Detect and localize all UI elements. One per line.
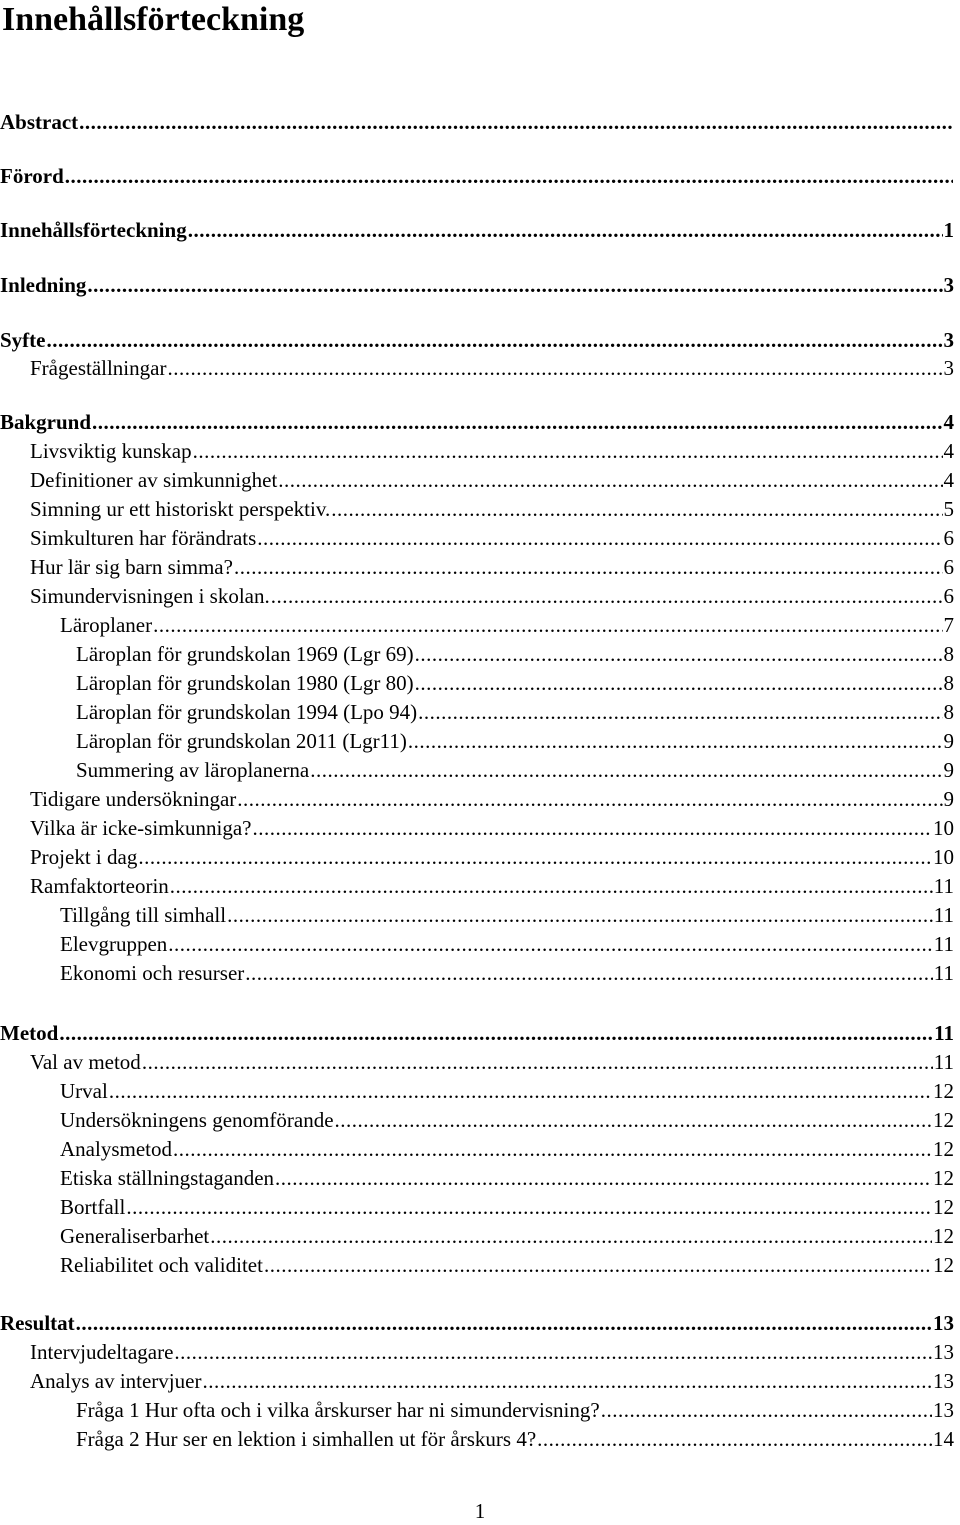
toc-dot-leader [335, 1106, 932, 1134]
toc-entry-title: Summering av läroplanerna [76, 758, 310, 782]
toc-dot-leader [408, 727, 943, 755]
toc-entry-title: Vilka är icke-simkunniga? [30, 816, 252, 840]
toc-entry[interactable] [30, 785, 954, 813]
toc-entry[interactable] [0, 162, 954, 190]
toc-entry[interactable] [30, 437, 954, 465]
toc-entry-title: Simkulturen har förändrats [30, 526, 257, 550]
toc-entry[interactable] [60, 959, 954, 987]
toc-entry-page: 9 [943, 758, 954, 782]
toc-dot-leader [415, 640, 943, 668]
toc-entry-page: 7 [943, 613, 954, 637]
toc-dot-leader [227, 901, 933, 929]
toc-entry[interactable] [30, 843, 954, 871]
toc-dot-leader [170, 872, 933, 900]
toc-entry[interactable] [76, 669, 954, 697]
toc-dot-leader [87, 271, 942, 299]
toc-entry-title: Etiska ställningstaganden [60, 1166, 275, 1190]
toc-dot-leader [59, 1019, 933, 1047]
toc-entry-page: 10 [933, 845, 954, 869]
toc-entry-title: Bortfall [60, 1195, 126, 1219]
toc-entry[interactable] [60, 1193, 954, 1221]
toc-entry-title: Definitioner av simkunnighet [30, 468, 278, 492]
toc-entry[interactable] [76, 727, 954, 755]
toc-entry-page: 12 [933, 1166, 954, 1190]
toc-dot-leader [253, 814, 933, 842]
toc-entry-page: 5 [943, 497, 954, 521]
toc-dot-leader [275, 1164, 932, 1192]
toc-entry-page: 4 [943, 439, 954, 463]
toc-dot-leader [418, 698, 942, 726]
toc-entry[interactable] [76, 698, 954, 726]
toc-entry[interactable] [60, 1135, 954, 1163]
toc-entry-title: Intervjudeltagare [30, 1340, 174, 1364]
toc-entry[interactable] [76, 756, 954, 784]
toc-dot-leader [257, 524, 942, 552]
toc-entry[interactable] [30, 524, 954, 552]
toc-entry-page: 11 [933, 932, 954, 956]
toc-entry[interactable] [30, 814, 954, 842]
toc-entry-title: Livsviktig kunskap [30, 439, 192, 463]
toc-dot-leader [415, 669, 943, 697]
toc-entry-page: 12 [933, 1137, 954, 1161]
toc-dot-leader [47, 326, 943, 354]
toc-entry-title: Läroplan för grundskolan 1980 (Lgr 80) [76, 671, 414, 695]
toc-entry-title: Resultat [0, 1311, 75, 1335]
toc-dot-leader [76, 1309, 932, 1337]
toc-entry-title: Bakgrund [0, 410, 92, 434]
toc-entry-title: Läroplan för grundskolan 1994 (Lpo 94) [76, 700, 418, 724]
toc-dot-leader [109, 1077, 932, 1105]
toc-entry-title: Urval [60, 1079, 108, 1103]
page-title: Innehållsförteckning [2, 1, 305, 38]
toc-entry[interactable] [30, 495, 954, 523]
toc-dot-leader [331, 495, 942, 523]
toc-dot-leader [202, 1367, 932, 1395]
toc-entry-page: 3 [943, 356, 954, 380]
toc-entry-title: Elevgruppen [60, 932, 168, 956]
toc-entry-page: 13 [933, 1369, 954, 1393]
toc-entry[interactable] [30, 1338, 954, 1366]
toc-dot-leader [92, 408, 942, 436]
toc-entry-title: Läroplan för grundskolan 2011 (Lgr11) [76, 729, 407, 753]
toc-entry[interactable] [30, 1367, 954, 1395]
toc-entry-title: Ramfaktorteorin [30, 874, 169, 898]
toc-entry-title: Inledning [0, 273, 87, 297]
toc-entry[interactable] [60, 1222, 954, 1250]
toc-entry-title: Abstract [0, 110, 79, 134]
toc-entry-title: Analysmetod [60, 1137, 172, 1161]
toc-entry-title: Fråga 2 Hur ser en lektion i simhallen ut för årskurs 4? [76, 1427, 537, 1451]
toc-entry-page: 4 [943, 468, 954, 492]
toc-entry-title: Fråga 1 Hur ofta och i vilka årskurser har ni simundervisning? [76, 1398, 600, 1422]
toc-entry-title: Undersökningens genomförande [60, 1108, 334, 1132]
toc-entry[interactable] [60, 611, 954, 639]
toc-dot-leader [537, 1425, 932, 1453]
toc-entry[interactable] [76, 640, 954, 668]
toc-entry-title: Innehållsförteckning [0, 218, 187, 242]
toc-entry[interactable] [0, 408, 954, 436]
toc-entry-page: 13 [933, 1398, 954, 1422]
page-number: 1 [474, 1499, 486, 1523]
toc-entry[interactable] [30, 354, 954, 382]
toc-dot-leader [237, 785, 942, 813]
toc-dot-leader [264, 1251, 932, 1279]
toc-entry-title: Simning ur ett historiskt perspektiv. [30, 497, 331, 521]
toc-entry-page: 11 [933, 874, 954, 898]
toc-entry[interactable] [60, 1251, 954, 1279]
toc-entry-page: 12 [933, 1079, 954, 1103]
toc-entry[interactable] [0, 1309, 954, 1337]
toc-entry[interactable] [0, 108, 954, 136]
toc-entry[interactable] [0, 1019, 954, 1047]
toc-entry-page: 9 [943, 729, 954, 753]
toc-entry-title: Läroplaner [60, 613, 153, 637]
toc-dot-leader [188, 216, 943, 244]
toc-entry[interactable] [60, 930, 954, 958]
toc-dot-leader [310, 756, 942, 784]
toc-entry-page: 8 [943, 671, 954, 695]
toc-entry-title: Metod [0, 1021, 59, 1045]
toc-entry[interactable] [60, 1106, 954, 1134]
toc-entry-page: 12 [933, 1224, 954, 1248]
toc-entry-page: 8 [943, 642, 954, 666]
toc-dot-leader [278, 466, 942, 494]
toc-entry-title: Reliabilitet och validitet [60, 1253, 263, 1277]
toc-entry-title: Ekonomi och resurser [60, 961, 245, 985]
toc-entry[interactable] [30, 582, 954, 610]
toc-entry-page: 14 [933, 1427, 954, 1451]
toc-entry-page: 3 [943, 328, 954, 352]
toc-entry-title: Syfte [0, 328, 46, 352]
toc-entry-page: 10 [933, 816, 954, 840]
toc-dot-leader [601, 1396, 932, 1424]
toc-dot-leader [168, 930, 932, 958]
toc-entry-title: Hur lär sig barn simma? [30, 555, 233, 579]
toc-entry[interactable] [0, 216, 954, 244]
toc-entry[interactable] [60, 901, 954, 929]
toc-entry-title: Förord [0, 164, 64, 188]
toc-entry-page: 12 [933, 1108, 954, 1132]
toc-dot-leader [65, 162, 953, 190]
toc-dot-leader [142, 1048, 933, 1076]
toc-entry[interactable] [76, 1425, 954, 1453]
toc-entry-page: 6 [943, 584, 954, 608]
toc-entry-page: 11 [933, 1050, 954, 1074]
toc-entry-page: 13 [933, 1311, 954, 1335]
toc-dot-leader [138, 843, 932, 871]
toc-entry-page: 3 [943, 273, 954, 297]
toc-entry[interactable] [0, 271, 954, 299]
toc-dot-leader [193, 437, 943, 465]
toc-entry-title: Frågeställningar [30, 356, 167, 380]
toc-entry-page: 6 [943, 526, 954, 550]
toc-entry-page: 12 [933, 1253, 954, 1277]
toc-entry-page: 9 [943, 787, 954, 811]
toc-entry-page: 11 [933, 961, 954, 985]
toc-entry-page: 12 [933, 1195, 954, 1219]
toc-entry[interactable] [30, 872, 954, 900]
toc-entry-title: Simundervisningen i skolan. [30, 584, 270, 608]
toc-dot-leader [173, 1135, 932, 1163]
toc-entry-title: Generaliserbarhet [60, 1224, 210, 1248]
toc-entry-page: 11 [933, 903, 954, 927]
toc-entry-title: Projekt i dag [30, 845, 138, 869]
toc-entry-page: 4 [943, 410, 954, 434]
toc-entry-title: Läroplan för grundskolan 1969 (Lgr 69) [76, 642, 414, 666]
toc-dot-leader [79, 108, 953, 136]
toc-entry-title: Tillgång till simhall [60, 903, 227, 927]
toc-dot-leader [234, 553, 943, 581]
toc-entry[interactable] [60, 1077, 954, 1105]
toc-entry-title: Val av metod [30, 1050, 141, 1074]
toc-entry-page: 1 [943, 218, 954, 242]
toc-entry[interactable] [30, 553, 954, 581]
toc-entry-page: 13 [933, 1340, 954, 1364]
toc-entry[interactable] [0, 326, 954, 354]
toc-entry-page: 8 [943, 700, 954, 724]
toc-entry[interactable] [30, 1048, 954, 1076]
toc-entry-title: Analys av intervjuer [30, 1369, 202, 1393]
toc-dot-leader [174, 1338, 932, 1366]
toc-entry-page: 6 [943, 555, 954, 579]
toc-dot-leader [167, 354, 942, 382]
toc-dot-leader [153, 611, 942, 639]
toc-dot-leader [245, 959, 932, 987]
toc-dot-leader [271, 582, 943, 610]
toc-entry[interactable] [76, 1396, 954, 1424]
toc-dot-leader [210, 1222, 932, 1250]
toc-entry[interactable] [60, 1164, 954, 1192]
toc-entry-title: Tidigare undersökningar [30, 787, 237, 811]
toc-entry[interactable] [30, 466, 954, 494]
toc-entry-page: 11 [934, 1021, 954, 1045]
toc-dot-leader [126, 1193, 932, 1221]
